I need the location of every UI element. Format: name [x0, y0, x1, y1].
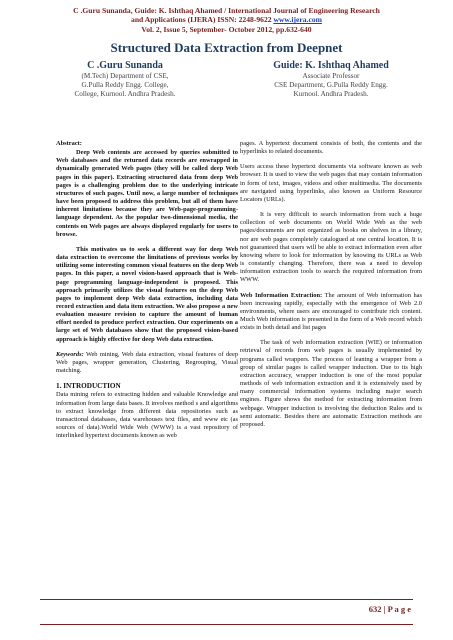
author-affiliation-line: (M.Tech) Department of CSE, [81, 72, 169, 80]
page-footer [40, 599, 413, 625]
author-name: C .Guru Sunanda [87, 60, 163, 71]
web-information-extraction-paragraph [240, 292, 422, 333]
body-paragraph: Users access these hypertext documents via software known as web browser. It is used to view the web pages that may contain information in form of text, images, videos and other multimedia. The documents are navigated using hyperlinks, also known as Uniform Resource Locators (URLs). [240, 163, 422, 203]
journal-website-link[interactable]: www.ijera.com [273, 15, 322, 25]
header-line-2 [14, 15, 439, 24]
journal-header [14, 6, 439, 34]
author-affiliation-line: Kurnool. Andhra Pradesh. [293, 90, 369, 99]
paper-title: Structured Data Extraction from Deepnet [110, 40, 343, 55]
paragraph-text: The amount of Web information has been increasing rapidly, especially with the emergence of Web 2.0 environments, where users are encouraged to contribute rich content. Much Web information is presented in the form of a Web record which exists in both detail and list pages [240, 291, 423, 332]
header-line-1: C .Guru Sunanda, Guide: K. Ishthaq Ahamed / International Journal of Engineering Research [73, 6, 380, 15]
inline-heading: Web Information Extraction: [240, 291, 323, 299]
left-column [56, 140, 238, 447]
section-heading-introduction: 1. INTRODUCTION [56, 382, 121, 391]
author-block-2 [236, 60, 426, 100]
author-affiliation-line: Associate Professor [302, 72, 360, 80]
body-paragraph: It is very difficult to search information from such a huge collection of web documents on World Wide Web as the web pages/documents are not organized as books on shelves in a library, nor are web pages completely catalogued at one central location. It is not guaranteed that users will be able to extract information even after knowing where to look for information by knowing its URLs as Web is constantly changing. Therefore, there was a need to develop information extraction tools to search the required information from WWW. [240, 211, 422, 284]
keywords-label: Keywords: [56, 350, 84, 358]
keywords [56, 351, 238, 375]
abstract-paragraph: Deep Web contents are accessed by queries submitted to Web databases and the returned data records are enwrapped in dynamically generated Web pages (they will be called deep Web pages in this paper). Extracting structured data from deep Web pages is a challenging problem due to the underlying intricate structures of such pages. Until now, a large number of techniques have been proposed to address this problem, but all of them have inherent limitations because they are Web-page-programming-language dependent. As the popular two-dimensional media, the contents on Web pages are always displayed regularly for users to browse. [56, 149, 238, 238]
body-paragraph: Data mining refers to extracting hidden and valuable Knowledge and information from large data bases. It involves method s and algorithms to extract knowledge from different data repositories such as transactional databases, data warehouses text files, and www etc (as sources of data).World Wide Web (WWW) is a vast repository of interlinked hypertext documents known as web [56, 391, 238, 440]
abstract-label: Abstract: [56, 140, 82, 147]
abstract [56, 140, 238, 344]
header-issn: and Applications (IJERA) ISSN: 2248-9622 [131, 15, 272, 25]
page-number: 632 | P a g e [368, 604, 411, 614]
author-name: Guide: K. Ishthaq Ahamed [273, 60, 389, 71]
author-affiliation-line: College, Kurnool. Andhra Pradesh. [74, 90, 176, 99]
abstract-paragraph: This motivates us to seek a different way for deep Web data extraction to overcome the limitations of previous works by utilizing some interesting common visual features on the deep Web pages. In this paper, a novel vision-based approach that is Web-page programming language-independent is proposed. This approach primarily utilizes the visual features on the deep Web pages to implement deep Web data extraction, including data record extraction and data item extraction. We also propose a new evaluation measure revision to capture the amount of human effort needed to produce perfect extraction. Our experiments on a large set of Web databases show that the proposed vision-based approach is highly effective for deep Web data extraction. [56, 245, 238, 343]
author-affiliation-line: G.Pulla Reddy Engg. College, [81, 81, 169, 90]
author-affiliation-line: CSE Department, G.Pulla Reddy Engg. [274, 81, 388, 90]
author-block-1 [30, 60, 220, 100]
right-column [240, 140, 422, 436]
body-paragraph: The task of web information extraction (WIE) or information retrieval of records from web pages is usually implemented by programs called wrappers. The process of leaning a wrapper from a group of similar pages is called wrapper induction. Due to its high extraction accuracy, wrapper induction is one of the most popular methods of web information extraction and it is extensively used by many commercial information systems including major search engines. Figure shows the method for extracting information from webpage. Wrapper induction is involving the deduction Rules and is semi automatic. Besides there are automatic Extraction methods are proposed. [240, 339, 422, 428]
body-paragraph: pages. A hypertext document consists of both, the contents and the hyperlinks to related documents. [240, 140, 422, 156]
keywords-text: Web mining, Web data extraction, visual features of deep Web pages, wrapper generation, Clustering, Regrouping, Visual matching. [56, 350, 239, 375]
header-line-3: Vol. 2, Issue 5, September- October 2012, pp.632-640 [141, 24, 312, 34]
